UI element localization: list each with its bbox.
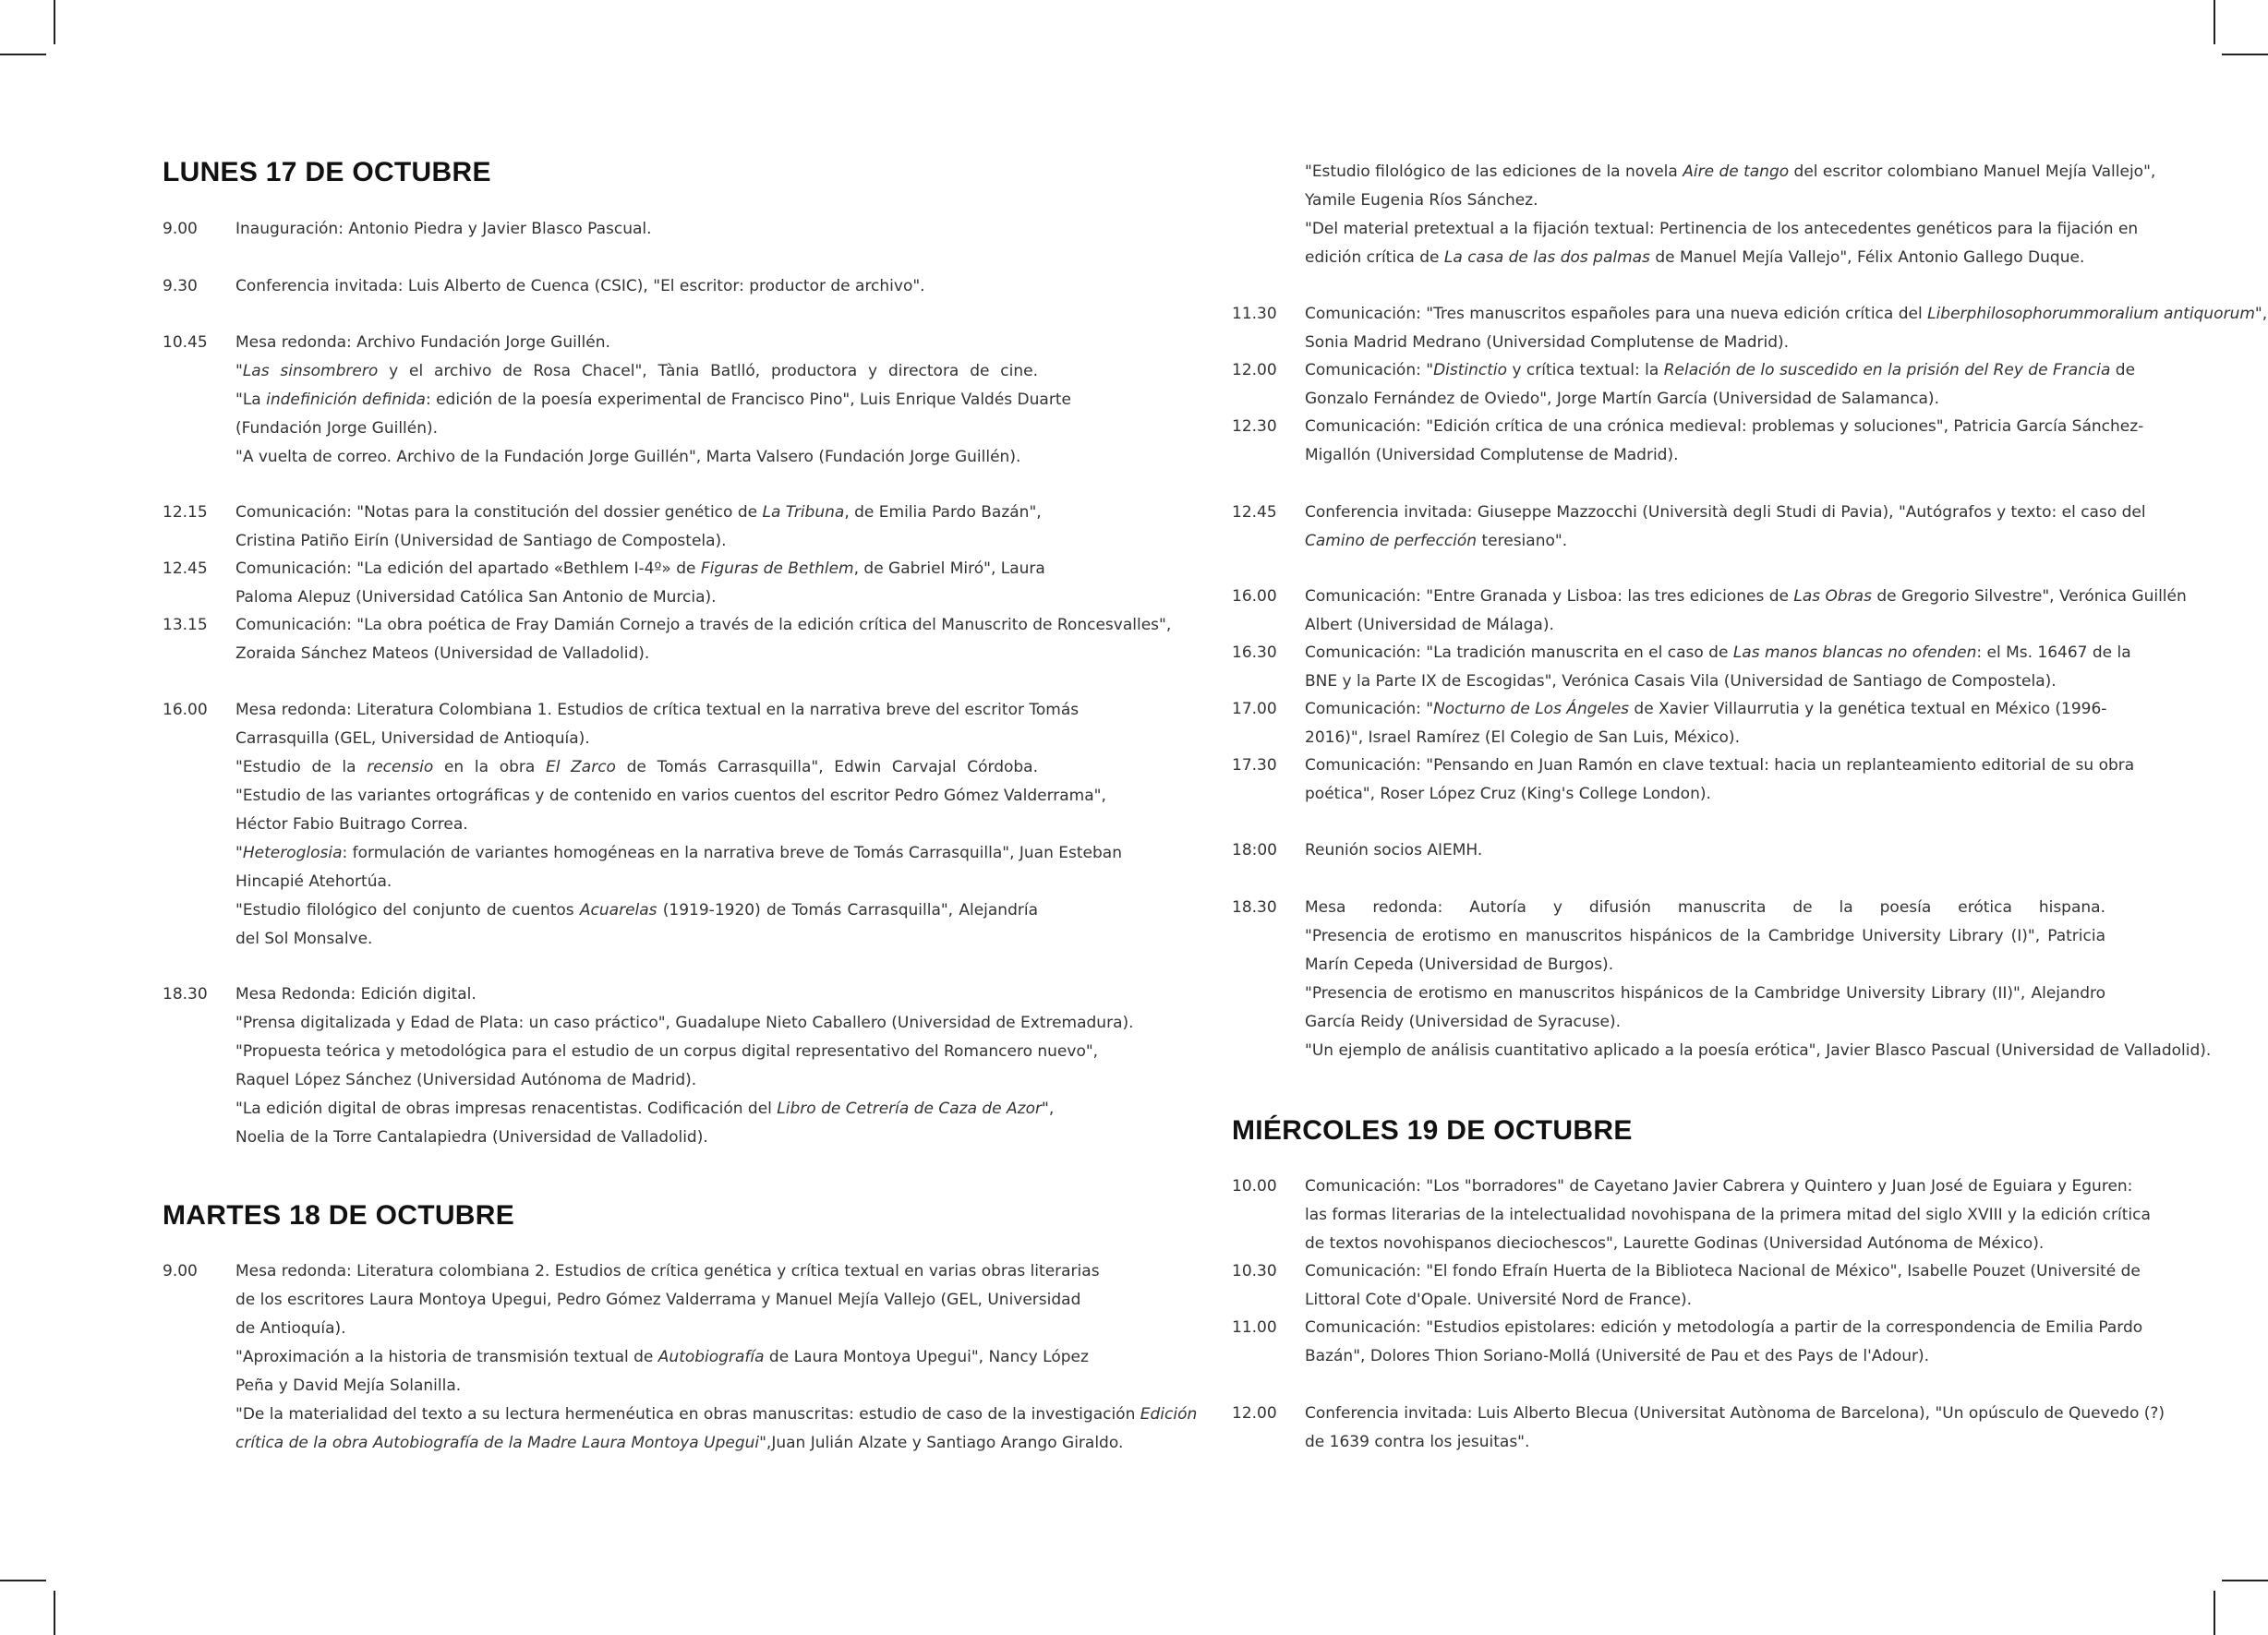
text-span: Bazán", Dolores Thion Soriano-Mollá (Université de Pau et des Pays de l'Adour).: [1305, 1347, 1930, 1365]
entry-line: [235, 1343, 1089, 1372]
text-span: García Reidy (Universidad de Syracuse).: [1305, 1013, 1622, 1031]
italic-title: Heteroglosia: [242, 844, 343, 862]
text-span: ": [235, 844, 243, 862]
text-span: Albert (Universidad de Málaga).: [1305, 616, 1554, 634]
entry-line: [1305, 922, 2105, 951]
crop-mark: [0, 1580, 46, 1581]
entry-line: [1305, 1342, 2105, 1371]
text-span: y crítica textual: la: [1507, 361, 1664, 379]
text-span: del Sol Monsalve.: [235, 930, 373, 948]
schedule-entry: [1232, 413, 2144, 470]
entry-body: [235, 555, 1045, 612]
crop-mark: [2222, 1580, 2268, 1581]
day-heading-miercoles: MIÉRCOLES 19 DE OCTUBRE: [1232, 1115, 1633, 1146]
text-span: "Estudio filológico del conjunto de cuentos: [235, 901, 580, 920]
entry-line: [1305, 244, 2105, 272]
time-label: 12.00: [1232, 361, 1277, 379]
time-label: 12.00: [1232, 1404, 1277, 1423]
crop-mark: [0, 54, 46, 55]
entry-body: [1305, 836, 2105, 865]
italic-title: Aire de tango: [1683, 162, 1790, 181]
text-span: Noelia de la Torre Cantalapiedra (Universidad de Valladolid).: [235, 1128, 708, 1147]
schedule-entry: [163, 555, 1045, 612]
entry-body: [235, 499, 1042, 556]
entry-line: [235, 725, 1038, 753]
entry-body: [1305, 695, 2105, 752]
text-span: (1919-1920) de Tomás Carrasquilla", Alejandría: [657, 901, 1038, 920]
entry-line: [235, 1124, 1038, 1152]
text-span: Gonzalo Fernández de Oviedo", Jorge Martín García (Universidad de Salamanca).: [1305, 390, 1939, 408]
text-span: "Presencia de erotismo en manuscritos hispánicos de la Cambridge University Library (II)", Alejandro: [1305, 984, 2105, 1003]
schedule-entry: [1232, 300, 2268, 357]
time-label: 11.30: [1232, 305, 1277, 323]
entry-line: [235, 272, 1038, 301]
schedule-entry: [1232, 1172, 2151, 1258]
schedule-entry: [1232, 1400, 2165, 1457]
italic-title: Libro de Cetrería de Caza de Azor: [777, 1100, 1042, 1118]
text-span: Comunicación: "La tradición manuscrita en el caso de: [1305, 643, 1733, 662]
entry-line: [235, 215, 1038, 244]
text-span: del escritor colombiano Manuel Mejía Vallejo",: [1789, 162, 2156, 181]
text-span: ",: [2254, 305, 2268, 323]
text-span: Yamile Eugenia Ríos Sánchez.: [1305, 191, 1538, 210]
time-label: 9.00: [163, 1262, 198, 1280]
text-span: las formas literarias de la intelectualidad novohispana de la primera mitad del siglo XVIII y la edición crítica: [1305, 1206, 2151, 1224]
schedule-entry: [163, 272, 1038, 301]
schedule-entry: [163, 980, 1134, 1152]
text-span: : el Ms. 16467 de la: [1976, 643, 2131, 662]
text-span: de Laura Montoya Upegui", Nancy López: [764, 1348, 1089, 1366]
time-label: 17.00: [1232, 700, 1277, 718]
entry-line: [235, 499, 1042, 527]
crop-mark: [54, 1591, 55, 1635]
day-heading-martes: MARTES 18 DE OCTUBRE: [163, 1200, 515, 1231]
entry-line: [235, 1095, 1055, 1124]
time-label: 16.00: [163, 701, 208, 719]
entry-line: [1305, 527, 2105, 556]
text-span: Cristina Patiño Eirín (Universidad de Santiago de Compostela).: [235, 532, 727, 550]
text-span: BNE y la Parte IX de Escogidas", Verónica Casais Vila (Universidad de Santiago de Compostela).: [1305, 672, 2057, 691]
text-span: 2016)", Israel Ramírez (El Colegio de San Luis, México).: [1305, 728, 1740, 747]
text-span: Marín Cepeda (Universidad de Burgos).: [1305, 956, 1614, 974]
time-label: 18.30: [163, 985, 208, 1004]
entry-line: [235, 1429, 1124, 1458]
italic-title: La casa de las dos palmas: [1443, 248, 1650, 267]
schedule-entry: [1232, 499, 2146, 556]
entry-line: [1305, 1230, 2105, 1258]
time-label: 18.30: [1232, 898, 1277, 917]
entry-line: [1305, 1201, 2151, 1230]
entry-line: [1305, 1257, 2141, 1286]
text-span: "Prensa digitalizada y Edad de Plata: un caso práctico", Guadalupe Nieto Caballero (Universidad de Extremadura).: [235, 1014, 1134, 1032]
text-span: "La: [235, 391, 267, 409]
entry-line: [1305, 356, 2136, 385]
text-span: Carrasquilla (GEL, Universidad de Antioquía).: [235, 729, 590, 748]
time-label: 12.15: [163, 503, 208, 522]
entry-line: [235, 1315, 1038, 1343]
entry-line: [235, 980, 1038, 1009]
entry-line: [235, 583, 1038, 612]
text-span: "De la materialidad del texto a su lectura hermenéutica en obras manuscritas: estudio de caso de la investigación: [235, 1405, 1140, 1424]
entry-line: [1305, 980, 2105, 1008]
text-span: Conferencia invitada: Luis Alberto de Cuenca (CSIC), "El escritor: productor de archivo".: [235, 277, 925, 295]
entry-line: [1305, 1428, 2105, 1457]
entry-line: [1305, 1286, 2105, 1315]
text-span: Comunicación: ": [1305, 361, 1434, 379]
text-span: Comunicación: "El fondo Efraín Huerta de la Biblioteca Nacional de México", Isabelle Pouzet (Université de: [1305, 1262, 2141, 1280]
text-span: Comunicación: "Notas para la constitución del dossier genético de: [235, 503, 763, 522]
schedule-entry: [163, 1257, 1198, 1458]
entry-body: [1305, 300, 2268, 357]
entry-body: [1305, 499, 2146, 556]
entry-line: [1305, 158, 2156, 186]
text-span: : formulación de variantes homogéneas en la narrativa breve de Tomás Carrasquilla", Juan Esteban: [342, 844, 1122, 862]
entry-body: [235, 611, 1172, 668]
text-span: Comunicación: ": [1305, 700, 1434, 718]
text-span: Raquel López Sánchez (Universidad Autónoma de Madrid).: [235, 1071, 697, 1089]
text-span: y el archivo de Rosa Chacel", Tània Batlló, productora y directora de cine.: [378, 362, 1039, 380]
entry-line: [1305, 1008, 2105, 1037]
text-span: Comunicación: "Entre Granada y Lisboa: las tres ediciones de: [1305, 587, 1794, 606]
entry-line: [235, 1286, 1081, 1315]
entry-line: [1305, 611, 2105, 640]
entry-line: [1305, 639, 2131, 667]
entry-line: [1305, 413, 2144, 441]
text-span: de: [2110, 361, 2136, 379]
entry-line: [235, 1009, 1134, 1038]
time-label: 12.45: [1232, 503, 1277, 522]
text-span: de Manuel Mejía Vallejo", Félix Antonio Gallego Duque.: [1649, 248, 2085, 267]
italic-title: Camino de perfección: [1305, 532, 1478, 550]
text-span: Mesa redonda: Literatura colombiana 2. Estudios de crítica genética y crítica textual en varias obras literarias: [235, 1262, 1100, 1280]
text-span: Mesa redonda: Autoría y difusión manuscrita de la poesía erótica hispana.: [1305, 898, 2105, 917]
schedule-entry: [1232, 1314, 2143, 1371]
entry-line: [235, 1038, 1099, 1066]
text-span: Héctor Fabio Buitrago Correa.: [235, 815, 468, 834]
italic-title: Autobiografía: [657, 1348, 765, 1366]
entry-line: [235, 811, 1038, 839]
entry-body: [235, 329, 1071, 472]
time-label: 16.30: [1232, 643, 1277, 662]
text-span: "Estudio de la: [235, 758, 368, 776]
entry-line: [235, 1257, 1100, 1286]
time-label: 9.30: [163, 277, 198, 295]
entry-body: [1305, 751, 2135, 809]
entry-body: [1305, 356, 2136, 414]
entry-line: [235, 925, 1038, 954]
schedule-entry: [1232, 158, 2156, 272]
time-label: 11.00: [1232, 1318, 1277, 1337]
text-span: Zoraida Sánchez Mateos (Universidad de Valladolid).: [235, 644, 650, 663]
entry-line: [1305, 1400, 2165, 1428]
day-heading-lunes: LUNES 17 DE OCTUBRE: [163, 157, 491, 187]
text-span: Comunicación: "Estudios epistolares: edición y metodología a partir de la correspondencia de Emilia Pardo: [1305, 1318, 2143, 1337]
entry-line: [235, 357, 1038, 386]
text-span: "Estudio de las variantes ortográficas y de contenido en varios cuentos del escritor Pedro Gómez Valderrama",: [235, 787, 1106, 805]
entry-body: [1305, 1314, 2143, 1371]
entry-line: [1305, 583, 2187, 611]
italic-title: Las manos blancas no ofenden: [1732, 643, 1977, 662]
italic-title: Relación de lo suscedido en la prisión del Rey de Francia: [1663, 361, 2111, 379]
text-span: Comunicación: "Edición crítica de una crónica medieval: problemas y soluciones", Patricia García Sánchez-: [1305, 417, 2144, 436]
italic-title: Edición: [1140, 1405, 1198, 1424]
text-span: Comunicación: "La obra poética de Fray Damián Cornejo a través de la edición crítica del Manuscrito de Roncesvalles",: [235, 616, 1172, 634]
entry-line: [1305, 499, 2146, 527]
text-span: de textos novohispanos dieciochescos", Laurette Godinas (Universidad Autónoma de México).: [1305, 1234, 2045, 1253]
entry-line: [235, 868, 1038, 896]
entry-line: [235, 1401, 1198, 1429]
text-span: Reunión socios AIEMH.: [1305, 841, 1483, 860]
text-span: , de Emilia Pardo Bazán",: [844, 503, 1042, 522]
text-span: "Estudio filológico de las ediciones de la novela: [1305, 162, 1683, 181]
italic-title: Nocturno de Los Ángeles: [1433, 700, 1630, 718]
schedule-entry: [1232, 836, 2105, 865]
text-span: de Gregorio Silvestre", Verónica Guillén: [1871, 587, 2187, 606]
text-span: Comunicación: "La edición del apartado «Bethlem I-4º» de: [235, 559, 701, 578]
italic-title: Las sinsombrero: [242, 362, 379, 380]
text-span: poética", Roser López Cruz (King's College London).: [1305, 785, 1711, 803]
italic-title: crítica de la obra Autobiografía de la Madre Laura Montoya Upegui: [235, 1434, 760, 1452]
text-span: ",Juan Julián Alzate y Santiago Arango Giraldo.: [759, 1434, 1124, 1452]
schedule-entry: [163, 329, 1071, 472]
entry-line: [235, 896, 1038, 925]
entry-line: [1305, 441, 2105, 470]
time-label: 10.00: [1232, 1177, 1277, 1196]
text-span: "A vuelta de correo. Archivo de la Fundación Jorge Guillén", Marta Valsero (Fundación Jorge Guillén).: [235, 448, 1021, 466]
entry-body: [1305, 639, 2131, 696]
italic-title: El Zarco: [545, 758, 616, 776]
text-span: Hincapié Atehortúa.: [235, 872, 392, 891]
schedule-entry: [1232, 894, 2212, 1065]
entry-body: [1305, 1400, 2165, 1457]
text-span: Inauguración: Antonio Piedra y Javier Blasco Pascual.: [235, 220, 652, 238]
entry-body: [1305, 583, 2187, 640]
entry-line: [235, 839, 1122, 868]
text-span: "La edición digital de obras impresas renacentistas. Codificación del: [235, 1100, 778, 1118]
entry-line: [1305, 836, 2105, 865]
text-span: "Del material pretextual a la fijación textual: Pertinencia de los antecedentes genéticos para la fijación en: [1305, 220, 2139, 238]
entry-line: [235, 1372, 1038, 1401]
text-span: ": [235, 362, 243, 380]
text-span: Peña y David Mejía Solanilla.: [235, 1377, 462, 1395]
entry-body: [235, 215, 1038, 244]
entry-line: [235, 1066, 1038, 1095]
entry-body: [1305, 158, 2156, 272]
entry-body: [1305, 1172, 2151, 1258]
text-span: teresiano".: [1477, 532, 1568, 550]
text-span: Comunicación: "Los "borradores" de Cayetano Javier Cabrera y Quintero y Juan José de Eguiara y Eguren:: [1305, 1177, 2133, 1196]
entry-body: [235, 272, 1038, 301]
entry-line: [1305, 667, 2105, 696]
entry-body: [1305, 413, 2144, 470]
schedule-entry: [163, 611, 1172, 668]
text-span: : edición de la poesía experimental de Francisco Pino", Luis Enrique Valdés Duarte: [425, 391, 1071, 409]
text-span: de 1639 contra los jesuitas".: [1305, 1433, 1530, 1451]
text-span: Mesa Redonda: Edición digital.: [235, 985, 477, 1004]
crop-mark: [2214, 0, 2215, 44]
text-span: Comunicación: "Tres manuscritos españoles para una nueva edición crítica del: [1305, 305, 1928, 323]
entry-line: [1305, 186, 2105, 215]
time-label: 13.15: [163, 616, 208, 634]
italic-title: Liberphilosophorummoralium antiquorum: [1927, 305, 2255, 323]
crop-mark: [2214, 1591, 2215, 1635]
italic-title: Las Obras: [1793, 587, 1872, 606]
text-span: "Un ejemplo de análisis cuantitativo aplicado a la poesía erótica", Javier Blasco Pascual (Universidad de Valladolid).: [1305, 1041, 2212, 1060]
schedule-entry: [1232, 751, 2135, 809]
entry-line: [1305, 780, 2105, 809]
text-span: "Aproximación a la historia de transmisión textual de: [235, 1348, 658, 1366]
text-span: (Fundación Jorge Guillén).: [235, 419, 439, 438]
text-span: Mesa redonda: Archivo Fundación Jorge Guillén.: [235, 333, 610, 352]
entry-line: [235, 611, 1172, 640]
italic-title: indefinición definida: [266, 391, 426, 409]
schedule-entry: [163, 499, 1042, 556]
entry-line: [235, 696, 1080, 725]
italic-title: Acuarelas: [579, 901, 657, 920]
schedule-entry: [1232, 583, 2187, 640]
entry-line: [235, 443, 1038, 472]
italic-title: Figuras de Bethlem: [700, 559, 854, 578]
time-label: 18:00: [1232, 841, 1277, 860]
schedule-entry: [1232, 1257, 2141, 1315]
text-span: Comunicación: "Pensando en Juan Ramón en clave textual: hacia un replanteamiento editorial de su obra: [1305, 756, 2135, 775]
text-span: ",: [1042, 1100, 1055, 1118]
entry-line: [1305, 1314, 2143, 1342]
italic-title: La Tribuna: [762, 503, 845, 522]
text-span: Littoral Cote d'Opale. Université Nord de France).: [1305, 1291, 1693, 1309]
italic-title: Distinctio: [1433, 361, 1508, 379]
entry-body: [235, 1257, 1198, 1458]
text-span: Sonia Madrid Medrano (Universidad Complutense de Madrid).: [1305, 333, 1790, 352]
time-label: 12.30: [1232, 417, 1277, 436]
text-span: de Antioquía).: [235, 1319, 346, 1338]
entry-line: [1305, 751, 2135, 780]
entry-body: [1305, 894, 2212, 1065]
entry-line: [235, 555, 1045, 583]
text-span: , de Gabriel Miró", Laura: [853, 559, 1045, 578]
entry-line: [235, 415, 1038, 443]
schedule-entry: [1232, 639, 2131, 696]
text-span: Paloma Alepuz (Universidad Católica San Antonio de Murcia).: [235, 588, 717, 607]
text-span: edición crítica de: [1305, 248, 1444, 267]
time-label: 10.30: [1232, 1262, 1277, 1280]
entry-line: [1305, 1037, 2212, 1065]
entry-line: [235, 753, 1038, 782]
text-span: "Presencia de erotismo en manuscritos hispánicos de la Cambridge University Library (I)", Patricia: [1305, 927, 2105, 945]
entry-line: [1305, 215, 2139, 244]
schedule-entry: [163, 696, 1122, 954]
text-span: Conferencia invitada: Luis Alberto Blecua (Universitat Autònoma de Barcelona), "Un opúsculo de Quevedo (?): [1305, 1404, 2165, 1423]
entry-body: [235, 980, 1134, 1152]
entry-body: [235, 696, 1122, 954]
entry-body: [1305, 1257, 2141, 1315]
text-span: Conferencia invitada: Giuseppe Mazzocchi (Università degli Studi di Pavia), "Autógrafos y texto: el caso del: [1305, 503, 2146, 522]
schedule-entry: [1232, 356, 2136, 414]
text-span: de los escritores Laura Montoya Upegui, Pedro Gómez Valderrama y Manuel Mejía Vallejo (GEL, Universidad: [235, 1291, 1081, 1309]
entry-line: [1305, 951, 2105, 980]
text-span: de Tomás Carrasquilla", Edwin Carvajal Córdoba.: [615, 758, 1039, 776]
time-label: 17.30: [1232, 756, 1277, 775]
entry-line: [235, 640, 1038, 668]
entry-line: [235, 527, 1038, 556]
entry-line: [235, 782, 1106, 811]
entry-line: [235, 386, 1071, 415]
time-label: 10.45: [163, 333, 208, 352]
entry-line: [1305, 329, 2105, 357]
crop-mark: [2222, 54, 2268, 55]
text-span: "Propuesta teórica y metodológica para el estudio de un corpus digital representativo del Romancero nuevo",: [235, 1042, 1099, 1061]
schedule-entry: [1232, 695, 2105, 752]
entry-line: [1305, 894, 2105, 922]
crop-mark: [54, 0, 55, 44]
text-span: Mesa redonda: Literatura Colombiana 1. Estudios de crítica textual en la narrativa breve del escritor Tomás: [235, 701, 1080, 719]
text-span: en la obra: [433, 758, 546, 776]
time-label: 16.00: [1232, 587, 1277, 606]
time-label: 12.45: [163, 559, 208, 578]
italic-title: recensio: [367, 758, 434, 776]
entry-line: [1305, 385, 2105, 414]
text-span: de Xavier Villaurrutia y la genética textual en México (1996-: [1629, 700, 2107, 718]
text-span: Migallón (Universidad Complutense de Madrid).: [1305, 446, 1679, 464]
entry-line: [235, 329, 1038, 357]
entry-line: [1305, 695, 2105, 724]
entry-line: [1305, 1172, 2133, 1201]
time-label: 9.00: [163, 220, 198, 238]
entry-line: [1305, 724, 2105, 752]
entry-line: [1305, 300, 2268, 329]
schedule-entry: [163, 215, 1038, 244]
